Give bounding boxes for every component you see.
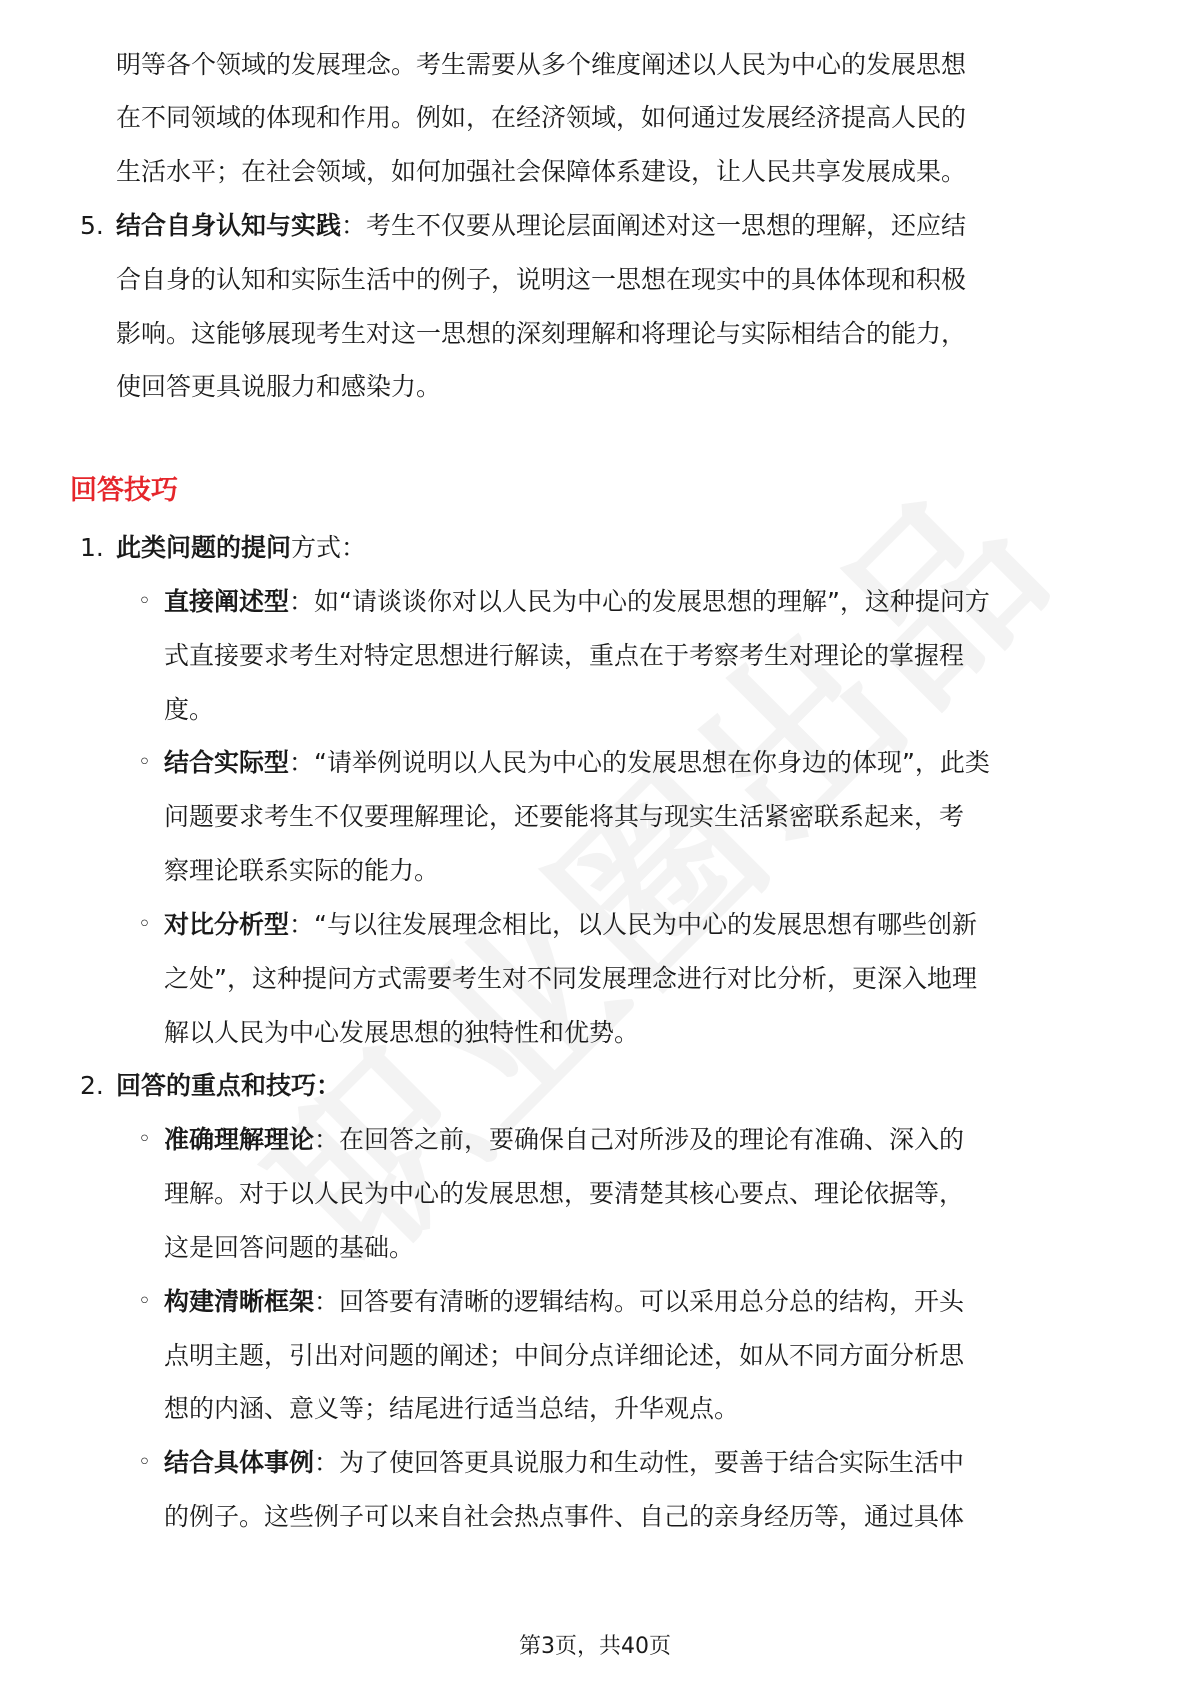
s2-bullet2-title: 构建清晰框架 [164,1287,315,1316]
s2-bullet2-line-2: 点明主题，引出对问题的阐述；中间分点详细论述，如从不同方面分析思 [164,1341,965,1370]
s1-bullet2-line-2: 问题要求考生不仅要理解理论，还要能将其与现实生活紧密联系起来，考 [164,802,965,831]
s1-bullet1-first-text: ：如“请谈谈你对以人民为中心的发展思想的理解”，这种提问方 [289,587,990,616]
bullet-symbol: ◦ [138,1289,151,1314]
item5-line-2: 合自身的认知和实际生活中的例子，说明这一思想在现实中的具体体现和积极 [116,265,967,294]
s2-bullet1-first-line [164,1123,964,1157]
s1-bullet3-line-2: 之处”，这种提问方式需要考生对不同发展理念进行对比分析，更深入地理 [164,964,977,993]
s1-bullet2-first-line [164,746,990,780]
s2-bullet1-line-2: 理解。对于以人民为中心的发展思想，要清楚其核心要点、理论依据等， [164,1179,965,1208]
list-marker-5: 5. [80,211,104,240]
item5-first-text: ：考生不仅要从理论层面阐述对这一思想的理解，还应结 [341,211,967,240]
intro-line-1: 明等各个领域的发展理念。考生需要从多个维度阐述以人民为中心的发展思想 [116,50,967,79]
s2-bullet2-line-3: 想的内涵、意义等；结尾进行适当总结，升华观点。 [164,1394,740,1423]
section1-title-rest: 方式： [291,533,367,562]
s1-bullet2-first-text: ：“请举例说明以人民为中心的发展思想在你身边的体现”，此类 [289,748,990,777]
intro-line-2: 在不同领域的体现和作用。例如，在经济领域，如何通过发展经济提高人民的 [116,103,967,132]
s1-bullet2-line-3: 察理论联系实际的能力。 [164,856,440,885]
bullet-symbol: ◦ [138,1127,151,1152]
s2-bullet2-first-line [164,1285,964,1319]
bullet-symbol: ◦ [138,750,151,775]
item5-line-4: 使回答更具说服力和感染力。 [116,372,442,401]
bullet-symbol: ◦ [138,912,151,937]
item5-first-line [116,209,966,243]
s2-bullet1-title: 准确理解理论 [164,1125,315,1154]
section1-title-bold: 此类问题的提问 [116,533,292,562]
s1-bullet1-first-line [164,585,990,619]
s1-bullet2-title: 结合实际型 [164,748,290,777]
item5-title: 结合自身认知与实践 [116,211,342,240]
s1-bullet1-line-2: 式直接要求考生对特定思想进行解读，重点在于考察考生对理论的掌握程 [164,641,965,670]
s2-bullet3-first-line [164,1446,964,1480]
s2-bullet3-title: 结合具体事例 [164,1448,315,1477]
s2-bullet3-line-2: 的例子。这些例子可以来自社会热点事件、自己的亲身经历等，通过具体 [164,1502,965,1531]
bullet-symbol: ◦ [138,589,151,614]
page-number: 第3页，共40页 [519,1634,671,1659]
section2-title: 回答的重点和技巧： [116,1071,342,1100]
s1-bullet3-title: 对比分析型 [164,910,290,939]
list-marker-2: 2. [80,1071,104,1100]
s1-bullet1-title: 直接阐述型 [164,587,290,616]
intro-line-3: 生活水平；在社会领域，如何加强社会保障体系建设，让人民共享发展成果。 [116,157,967,186]
s2-bullet1-line-3: 这是回答问题的基础。 [164,1233,415,1262]
section-heading: 回答技巧 [70,475,178,506]
s2-bullet1-first-text: ：在回答之前，要确保自己对所涉及的理论有准确、深入的 [314,1125,965,1154]
s2-bullet2-first-text: ：回答要有清晰的逻辑结构。可以采用总分总的结构，开头 [314,1287,965,1316]
item5-line-3: 影响。这能够展现考生对这一思想的深刻理解和将理论与实际相结合的能力， [116,319,967,348]
s2-bullet3-first-text: ：为了使回答更具说服力和生动性，要善于结合实际生活中 [314,1448,965,1477]
list-marker-1: 1. [80,533,104,562]
s1-bullet3-first-line [164,908,977,942]
s1-bullet1-line-3: 度。 [164,695,215,724]
section1-title [116,531,366,565]
s1-bullet3-first-text: ：“与以往发展理念相比，以人民为中心的发展思想有哪些创新 [289,910,977,939]
bullet-symbol: ◦ [138,1450,151,1475]
s1-bullet3-line-3: 解以人民为中心发展思想的独特性和优势。 [164,1018,640,1047]
